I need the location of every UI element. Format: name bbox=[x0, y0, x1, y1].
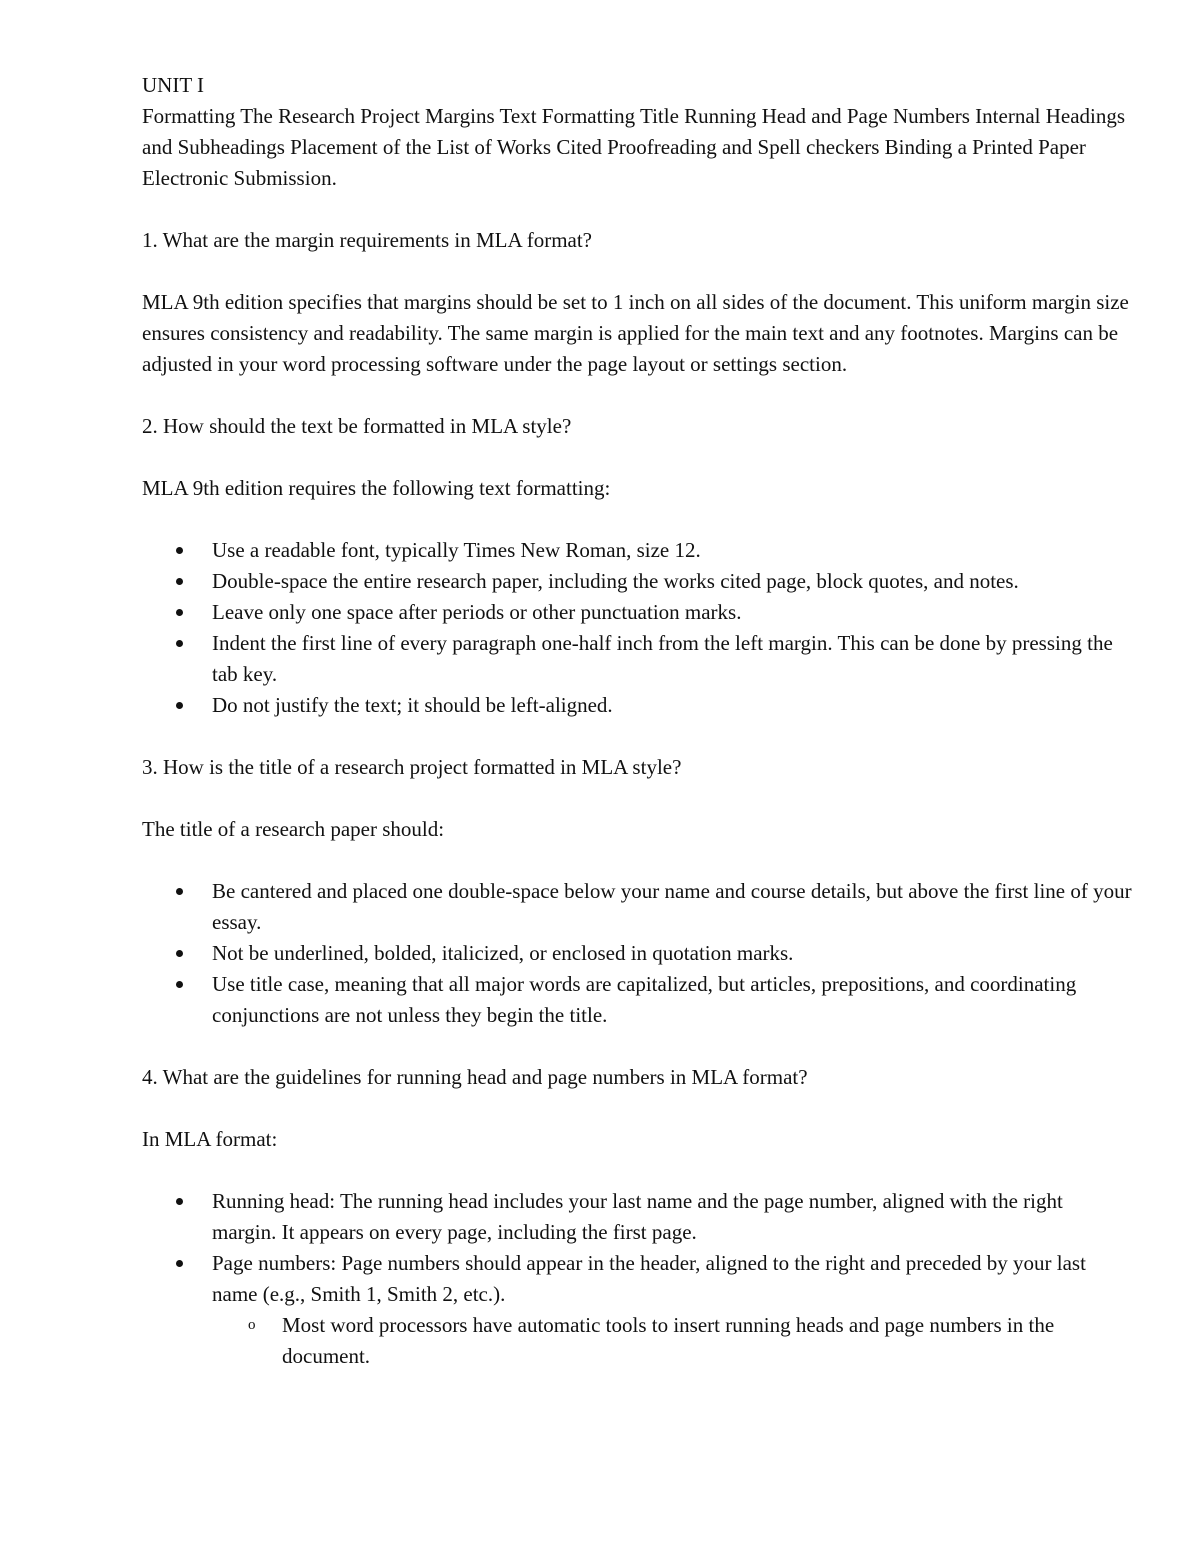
answer-2-list bbox=[142, 535, 1132, 721]
unit-summary: Formatting The Research Project Margins Text Formatting Title Running Head and Page Numbers Internal Headings and Subheadings Placement of the List of Works Cited Proofreading and Spell checkers Binding a Printed Paper Electronic Submission. bbox=[142, 104, 1126, 190]
answer-3-list bbox=[142, 876, 1132, 1031]
question-3: 3. How is the title of a research project formatted in MLA style? bbox=[142, 755, 682, 779]
sub-list bbox=[212, 1310, 1132, 1372]
list-item: Use title case, meaning that all major words are capitalized, but articles, prepositions, and coordinating conjunctions are not unless they begin the title. bbox=[142, 969, 1132, 1031]
question-2: 2. How should the text be formatted in MLA style? bbox=[142, 414, 572, 438]
answer-4-intro: In MLA format: bbox=[142, 1127, 278, 1151]
unit-title: UNIT I bbox=[142, 73, 205, 97]
sub-list-item: o Most word processors have automatic tools to insert running heads and page numbers in the document. bbox=[212, 1310, 1132, 1372]
list-item: Use a readable font, typically Times New Roman, size 12. bbox=[142, 535, 1132, 566]
answer-2-intro: MLA 9th edition requires the following text formatting: bbox=[142, 476, 611, 500]
answer-3-intro: The title of a research paper should: bbox=[142, 817, 445, 841]
list-item-text: Page numbers: Page numbers should appear in the header, aligned to the right and preceded by your last name (e.g., Smith 1, Smith 2, etc.). bbox=[212, 1251, 1086, 1306]
document-page bbox=[142, 70, 1132, 1403]
list-item bbox=[142, 1248, 1132, 1372]
question-4: 4. What are the guidelines for running head and page numbers in MLA format? bbox=[142, 1065, 808, 1089]
answer-4-list bbox=[142, 1186, 1132, 1372]
list-item: Not be underlined, bolded, italicized, or enclosed in quotation marks. bbox=[142, 938, 1132, 969]
list-item: Leave only one space after periods or other punctuation marks. bbox=[142, 597, 1132, 628]
list-item: Do not justify the text; it should be left-aligned. bbox=[142, 690, 1132, 721]
list-item: Double-space the entire research paper, including the works cited page, block quotes, and notes. bbox=[142, 566, 1132, 597]
list-item: Running head: The running head includes your last name and the page number, aligned with the right margin. It appears on every page, including the first page. bbox=[142, 1186, 1132, 1248]
list-item: Be cantered and placed one double-space below your name and course details, but above the first line of your essay. bbox=[142, 876, 1132, 938]
list-item: Indent the first line of every paragraph one-half inch from the left margin. This can be done by pressing the tab key. bbox=[142, 628, 1132, 690]
question-1: 1. What are the margin requirements in MLA format? bbox=[142, 228, 593, 252]
answer-1: MLA 9th edition specifies that margins should be set to 1 inch on all sides of the document. This uniform margin size ensures consistency and readability. The same margin is applied for the main text and any footnotes. Margins can be adjusted in your word processing software under the page layout or settings section. bbox=[142, 290, 1129, 376]
